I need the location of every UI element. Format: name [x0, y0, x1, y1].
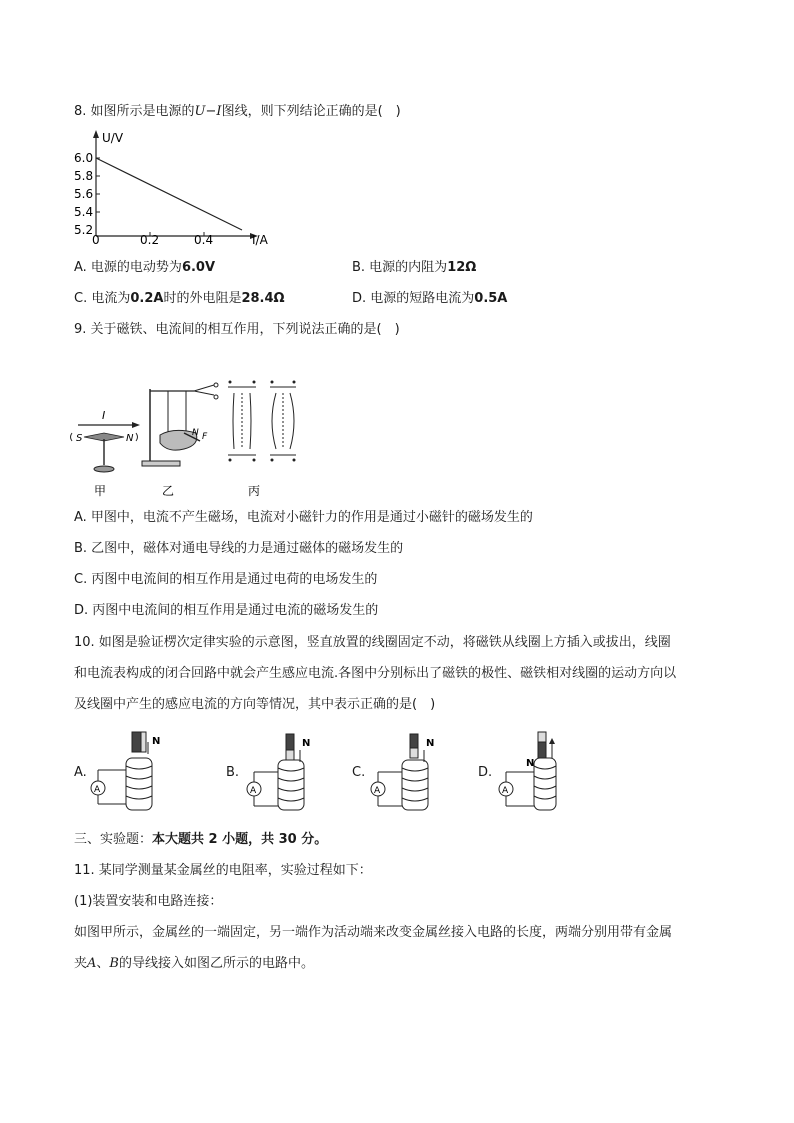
- q9-option-c: C. 丙图中电流间的相互作用是通过电荷的电场发生的: [74, 572, 378, 587]
- q11-line1: 如图甲所示，金属丝的一端固定，另一端作为活动端来改变金属丝接入电路的长度，两端分别用带有金属: [74, 925, 673, 940]
- q11-stem: 11. 某同学测量某金属丝的电阻率，实验过程如下：: [74, 863, 372, 878]
- q10-label-b: B.: [226, 765, 240, 780]
- svg-text:N: N: [426, 738, 435, 749]
- x-tick-label: 0: [92, 233, 100, 247]
- q8-option-b: B. 电源的内阻为12Ω: [352, 260, 477, 275]
- y-tick-label: 5.6: [74, 187, 94, 201]
- q9-figure: [64, 373, 314, 501]
- u-i-line: [96, 158, 242, 230]
- svg-text:A: A: [374, 786, 381, 796]
- svg-text:A: A: [250, 786, 257, 796]
- q10-figure-c: [366, 728, 456, 812]
- fig-bing: [228, 381, 296, 462]
- q10-stem-line1: 10. 如图是验证楞次定律实验的示意图，竖直放置的线圈固定不动，将磁铁从线圈上方插入或拔出，线圈: [74, 635, 671, 650]
- fig-jia: [71, 409, 141, 472]
- q10-label-a: A.: [74, 765, 87, 780]
- svg-text:A: A: [502, 786, 509, 796]
- y-tick-label: 5.4: [74, 205, 94, 219]
- svg-text:N: N: [152, 736, 161, 747]
- q8-option-c: C. 电流为0.2A时的外电阻是28.4Ω: [74, 291, 285, 306]
- svg-text:A: A: [94, 785, 101, 795]
- q11-line2: 夹A、B的导线接入如图乙所示的电路中。: [74, 956, 314, 971]
- q10-label-d: D.: [478, 765, 493, 780]
- q8-option-a: A. 电源的电动势为6.0V: [74, 260, 216, 275]
- q9-stem: 9. 关于磁铁、电流间的相互作用，下列说法正确的是( ): [74, 322, 400, 337]
- svg-text:I: I: [102, 409, 106, 422]
- ui-graph: [70, 124, 290, 250]
- q10-figure-a: [90, 728, 180, 812]
- x-axis-label: I/A: [252, 233, 268, 247]
- fig-yi: [142, 383, 218, 466]
- y-tick-label: 6.0: [74, 151, 94, 165]
- q9-option-a: A. 甲图中，电流不产生磁场，电流对小磁针力的作用是通过小磁针的磁场发生的: [74, 510, 533, 525]
- x-tick-label: 0.2: [140, 233, 160, 247]
- q10-stem-line2: 和电流表构成的闭合回路中就会产生感应电流.各图中分别标出了磁铁的极性、磁铁相对线圈的运动方向以: [74, 666, 677, 681]
- q10-label-c: C.: [352, 765, 366, 780]
- label-bing: 丙: [248, 484, 261, 498]
- label-jia: 甲: [94, 484, 107, 498]
- svg-text:N: N: [302, 738, 311, 749]
- q10-stem-line3: 及线圈中产生的感应电流的方向等情况，其中表示正确的是( ): [74, 697, 436, 712]
- svg-text:N: N: [526, 758, 535, 769]
- svg-text:N: N: [126, 433, 134, 444]
- y-tick-label: 5.2: [74, 223, 94, 237]
- q8-stem: 8. 如图所示是电源的U−I图线，则下列结论正确的是( ): [74, 104, 401, 119]
- section-3-header: 三、实验题：本大题共 2 小题，共 30 分。: [74, 832, 328, 847]
- q10-figure-b: [238, 728, 328, 812]
- svg-text:N: N: [192, 428, 199, 438]
- y-axis-arrow: [93, 130, 99, 138]
- y-tick-label: 5.8: [74, 169, 94, 183]
- svg-text:S: S: [76, 433, 83, 444]
- q10-figure-d: [490, 728, 580, 812]
- q9-option-d: D. 丙图中电流间的相互作用是通过电流的磁场发生的: [74, 603, 379, 618]
- svg-text:F: F: [202, 432, 208, 442]
- label-yi: 乙: [162, 484, 175, 498]
- x-tick-label: 0.4: [194, 233, 214, 247]
- q9-option-b: B. 乙图中，磁体对通电导线的力是通过磁体的磁场发生的: [74, 541, 404, 556]
- q8-option-d: D. 电源的短路电流为0.5A: [352, 291, 508, 306]
- q11-sub1: (1)装置安装和电路连接：: [74, 894, 223, 909]
- y-axis-label: U/V: [102, 131, 124, 145]
